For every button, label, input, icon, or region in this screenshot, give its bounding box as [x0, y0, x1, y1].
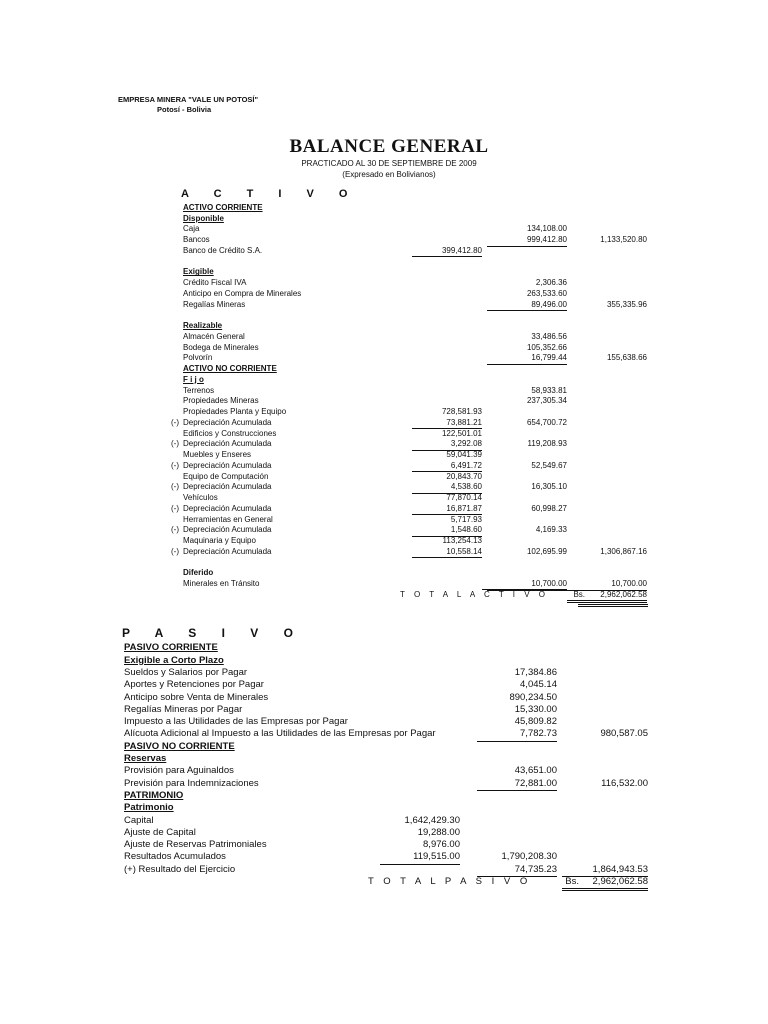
- activo-row: [0, 386, 768, 397]
- amount-subtotal: 134,108.00: [526, 224, 567, 234]
- row-label: Vehículos: [183, 493, 218, 502]
- amount-detail: 20,843.70: [446, 471, 482, 481]
- pasivo-row: [0, 839, 768, 851]
- amount-subtotal: 15,330.00: [514, 703, 557, 715]
- amount-subtotal: 17,384.86: [514, 666, 557, 678]
- pasivo-row: [0, 642, 768, 654]
- activo-row: [0, 203, 768, 214]
- pasivo-row: [0, 851, 768, 863]
- activo-row: [0, 493, 768, 504]
- activo-row: [0, 525, 768, 536]
- row-sign-prefix: (-): [171, 546, 179, 556]
- pasivo-row: [0, 716, 768, 728]
- pasivo-row: [0, 679, 768, 691]
- amount-detail: 73,881.21: [412, 418, 482, 430]
- amount-total: 10,700.00: [567, 579, 647, 591]
- section-heading: Patrimonio: [124, 802, 174, 814]
- activo-row: [0, 558, 768, 569]
- document-title: BALANCE GENERAL: [289, 136, 489, 157]
- pasivo-row: [0, 876, 768, 888]
- section-heading: ACTIVO CORRIENTE: [183, 202, 263, 212]
- total-rule: [482, 589, 567, 590]
- row-label: Regalías Mineras por Pagar: [124, 703, 243, 715]
- amount-detail: 3,292.08: [412, 439, 482, 451]
- row-label: Anticipo sobre Venta de Minerales: [124, 691, 269, 703]
- amount-total: 980,587.05: [600, 728, 648, 740]
- amount-subtotal: 10,700.00: [487, 579, 567, 591]
- activo-row: [0, 267, 768, 278]
- pasivo-row: [0, 864, 768, 876]
- section-heading: PASIVO NO CORRIENTE: [124, 740, 235, 752]
- amount-subtotal: 4,169.33: [535, 525, 567, 535]
- row-label: Anticipo en Compra de Minerales: [183, 288, 302, 298]
- activo-row: [0, 450, 768, 461]
- amount-total: 355,335.96: [606, 299, 647, 309]
- amount-subtotal: 45,809.82: [514, 716, 557, 728]
- row-sign-prefix: (-): [171, 482, 179, 492]
- amount-subtotal: 58,933.81: [531, 385, 567, 395]
- grand-total-label: T O T A L A C T I V O: [400, 589, 549, 599]
- pasivo-row: [0, 655, 768, 667]
- section-heading: PASIVO CORRIENTE: [124, 642, 218, 654]
- row-label: Minerales en Tránsito: [183, 579, 260, 588]
- row-label: Depreciación Acumulada: [183, 439, 272, 449]
- pasivo-row: [0, 753, 768, 765]
- amount-subtotal: 33,486.56: [531, 331, 567, 341]
- amount-subtotal: 2,306.36: [535, 278, 567, 287]
- row-sign-prefix: (-): [171, 525, 179, 535]
- amount-detail: 19,288.00: [417, 826, 460, 838]
- row-label: Crédito Fiscal IVA: [183, 278, 247, 287]
- row-label: Equipo de Computación: [183, 471, 269, 481]
- pasivo-row: [0, 827, 768, 839]
- row-label: Depreciación Acumulada: [183, 525, 272, 535]
- amount-detail: 728,581.93: [441, 407, 482, 416]
- row-label: Caja: [183, 224, 200, 234]
- activo-row: [0, 439, 768, 450]
- company-location: Potosí - Bolivia: [157, 105, 212, 114]
- activo-row: [0, 300, 768, 311]
- activo-row: [0, 504, 768, 515]
- amount-subtotal: 999,412.80: [487, 235, 567, 247]
- activo-row: [0, 547, 768, 558]
- row-label: Capital: [124, 814, 154, 826]
- row-label: Regalías Mineras: [183, 299, 246, 309]
- row-label: Banco de Crédito S.A.: [183, 245, 263, 255]
- amount-subtotal: 52,549.67: [531, 460, 567, 470]
- amount-subtotal: 1,790,208.30: [501, 851, 557, 863]
- row-sign-prefix: (-): [171, 503, 179, 513]
- activo-row: [0, 343, 768, 354]
- row-label: Depreciación Acumulada: [183, 417, 272, 427]
- amount-total: 1,864,943.53: [562, 864, 648, 877]
- major-section-title: A C T I V O: [181, 188, 359, 200]
- activo-row: [0, 332, 768, 343]
- activo-row: [0, 289, 768, 300]
- row-label: Edificios y Construcciones: [183, 428, 277, 438]
- section-heading: Disponible: [183, 213, 224, 223]
- row-label: Alícuota Adicional al Impuesto a las Utilidades de las Empresas por Pagar: [124, 728, 436, 740]
- row-label: Terrenos: [183, 385, 215, 395]
- amount-subtotal: 4,045.14: [520, 679, 557, 691]
- activo-row: [0, 188, 768, 203]
- row-label: (+) Resultado del Ejercicio: [124, 863, 236, 875]
- row-label: Herramientas en General: [183, 514, 273, 524]
- row-label: Sueldos y Salarios por Pagar: [124, 666, 248, 678]
- row-label: Ajuste de Capital: [124, 826, 196, 838]
- activo-row: [0, 257, 768, 268]
- pasivo-row: [0, 778, 768, 790]
- activo-row: [0, 472, 768, 483]
- amount-subtotal: 72,881.00: [477, 778, 557, 791]
- row-label: Muebles y Enseres: [183, 450, 252, 459]
- grand-total-label: T O T A L P A S I V O: [368, 876, 531, 887]
- section-heading: Realizable: [183, 321, 223, 330]
- amount-subtotal: 890,234.50: [509, 691, 557, 703]
- amount-detail: 77,870.14: [446, 493, 482, 502]
- row-label: Depreciación Acumulada: [183, 460, 272, 470]
- row-sign-prefix: (-): [171, 460, 179, 470]
- row-label: Bancos: [183, 235, 210, 244]
- pasivo-row: [0, 692, 768, 704]
- activo-row: [0, 235, 768, 246]
- amount-subtotal: 16,799.44: [487, 353, 567, 365]
- section-heading: Exigible: [183, 267, 214, 277]
- amount-subtotal: 60,998.27: [531, 503, 567, 513]
- amount-subtotal: 654,700.72: [526, 417, 567, 427]
- row-label: Aportes y Retenciones por Pagar: [124, 679, 264, 691]
- amount-total: 155,638.66: [606, 353, 647, 363]
- amount-subtotal: 102,695.99: [526, 546, 567, 556]
- activo-row: [0, 278, 768, 289]
- activo-row: [0, 375, 768, 386]
- amount-total: 116,532.00: [601, 777, 648, 789]
- section-heading: Reservas: [124, 753, 167, 764]
- section-heading: PATRIMONIO: [124, 789, 184, 801]
- currency-label: Bs.: [565, 876, 579, 887]
- amount-detail: 6,491.72: [412, 461, 482, 473]
- pasivo-row: [0, 765, 768, 777]
- activo-row: [0, 579, 768, 590]
- row-sign-prefix: (-): [171, 417, 179, 427]
- section-heading: F i j o: [183, 374, 204, 384]
- row-label: Maquinaria y Equipo: [183, 536, 256, 545]
- activo-row: [0, 246, 768, 257]
- pasivo-row: [0, 728, 768, 740]
- section-heading: Diferido: [183, 568, 214, 578]
- pasivo-row: [0, 790, 768, 802]
- amount-subtotal: 43,651.00: [514, 765, 557, 777]
- activo-row: [0, 568, 768, 579]
- amount-detail: 1,548.60: [412, 525, 482, 537]
- row-label: Depreciación Acumulada: [183, 503, 272, 513]
- amount-detail: 1,642,429.30: [404, 814, 460, 826]
- section-heading: Exigible a Corto Plazo: [124, 654, 224, 666]
- amount-subtotal: 119,208.93: [527, 439, 567, 449]
- amount-detail: 119,515.00: [380, 851, 460, 864]
- activo-row: [0, 482, 768, 493]
- amount-detail: 59,041.39: [446, 450, 482, 459]
- row-label: Polvorín: [183, 353, 213, 363]
- amount-detail: 122,501.01: [441, 428, 482, 438]
- section-heading: ACTIVO NO CORRIENTE: [183, 364, 277, 373]
- activo-row: [0, 214, 768, 225]
- row-sign-prefix: (-): [171, 439, 179, 449]
- amount-subtotal: 263,533.60: [526, 288, 567, 298]
- amount-subtotal: 237,305.34: [526, 396, 567, 406]
- pasivo-row: [0, 704, 768, 716]
- amount-subtotal: 74,735.23: [477, 864, 557, 877]
- amount-subtotal: 7,782.73: [477, 728, 557, 741]
- activo-row: [0, 364, 768, 375]
- amount-subtotal: 89,496.00: [487, 300, 567, 312]
- double-rule: [578, 604, 648, 607]
- activo-row: [0, 396, 768, 407]
- pasivo-row: [0, 741, 768, 753]
- currency-label: Bs.: [573, 589, 585, 599]
- amount-detail: 399,412.80: [412, 246, 482, 258]
- amount-subtotal: 16,305.10: [531, 482, 567, 492]
- amount-detail: 8,976.00: [423, 839, 460, 851]
- row-label: Ajuste de Reservas Patrimoniales: [124, 839, 267, 851]
- activo-row: [0, 407, 768, 418]
- activo-row: [0, 461, 768, 472]
- amount-detail: 113,254.13: [442, 536, 482, 545]
- amount-detail: 10,558.14: [412, 547, 482, 559]
- activo-row: [0, 321, 768, 332]
- activo-row: [0, 224, 768, 235]
- amount-subtotal: 105,352.66: [526, 342, 567, 352]
- amount-total: 2,962,062.58: [567, 590, 647, 604]
- amount-total: 1,133,520.80: [600, 235, 647, 244]
- pasivo-row: [0, 667, 768, 679]
- row-label: Resultados Acumulados: [124, 851, 226, 863]
- amount-detail: 4,538.60: [412, 482, 482, 494]
- row-label: Propiedades Mineras: [183, 396, 259, 406]
- amount-total: 1,306,867.16: [600, 546, 647, 556]
- row-label: Depreciación Acumulada: [183, 482, 272, 492]
- pasivo-row: [0, 626, 768, 642]
- row-label: Almacén General: [183, 331, 245, 341]
- pasivo-row: [0, 815, 768, 827]
- document-date: PRACTICADO AL 30 DE SEPTIEMBRE DE 2009: [301, 159, 477, 168]
- amount-detail: 5,717.93: [450, 514, 482, 524]
- amount-total: 2,962,062.58: [562, 876, 648, 891]
- document-currency-note: (Expresado en Bolivianos): [342, 170, 436, 179]
- activo-row: [0, 310, 768, 321]
- row-label: Previsión para Indemnizaciones: [124, 777, 259, 789]
- row-label: Provisión para Aguinaldos: [124, 765, 234, 777]
- row-label: Depreciación Acumulada: [183, 546, 272, 556]
- row-label: Propiedades Planta y Equipo: [183, 407, 287, 416]
- row-label: Impuesto a las Utilidades de las Empresas por Pagar: [124, 716, 348, 728]
- activo-row: [0, 418, 768, 429]
- row-label: Bodega de Minerales: [183, 342, 259, 352]
- company-name: EMPRESA MINERA "VALE UN POTOSÍ": [118, 95, 259, 104]
- activo-row: [0, 590, 768, 601]
- amount-detail: 16,871.87: [412, 504, 482, 516]
- activo-row: [0, 353, 768, 364]
- major-section-title: P A S I V O: [122, 626, 304, 640]
- activo-row: [0, 429, 768, 440]
- pasivo-row: [0, 802, 768, 814]
- activo-row: [0, 515, 768, 526]
- activo-row: [0, 536, 768, 547]
